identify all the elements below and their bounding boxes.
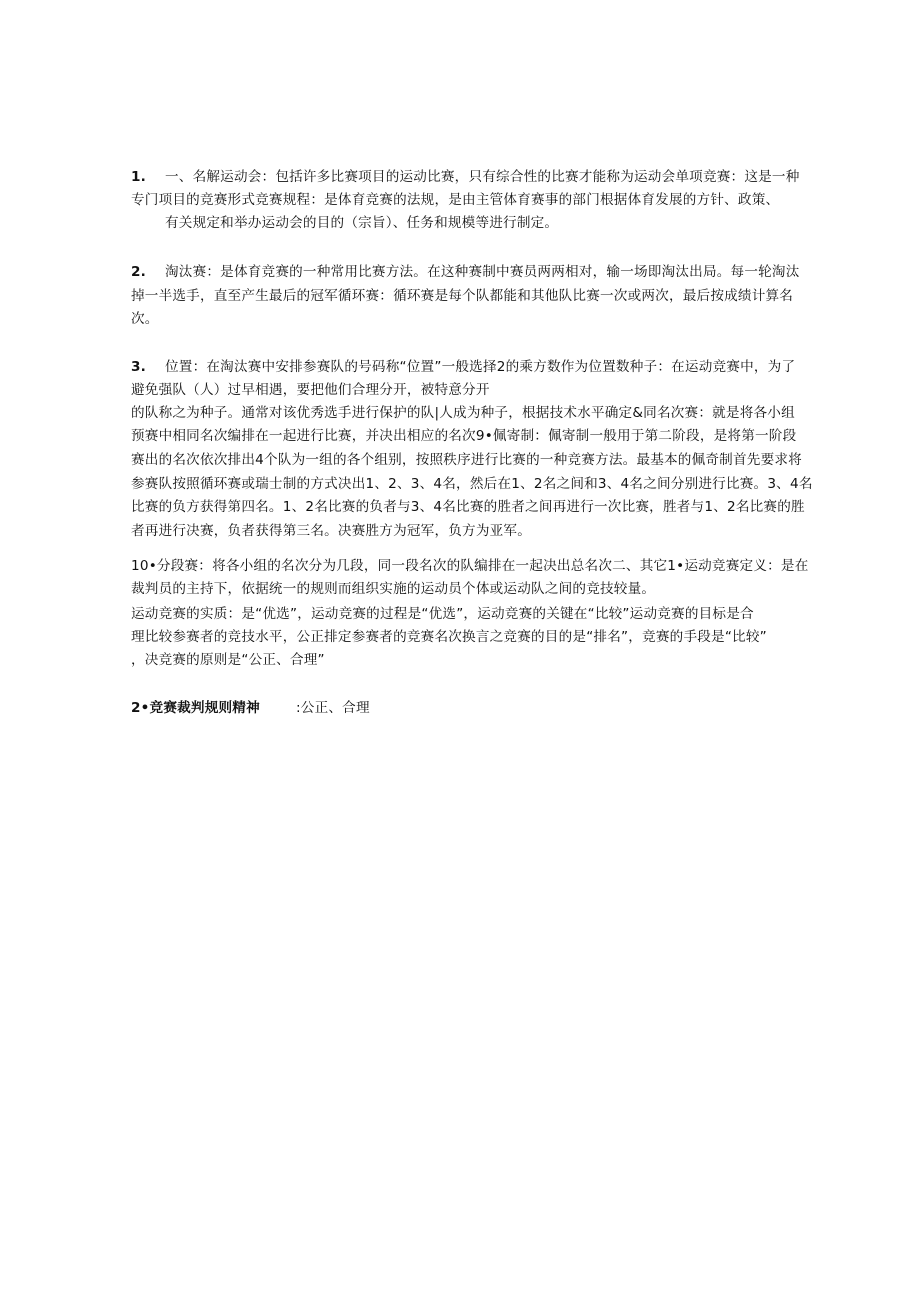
section-3-line-4: 预赛中相同名次编排在一起进行比赛，并决出相应的名次9•佩寄制：佩寄制一般用于第二阶段，是将第一阶段 (131, 428, 797, 444)
section-1-line-2: 专门项目的竞赛形式竞赛规程：是体育竞赛的法规，是由主管体育赛事的部门根据体育发展的方针、政策、 (131, 192, 780, 208)
essence-line-2: 理比较参赛者的竞技水平，公正排定参赛者的竞赛名次换言之竞赛的目的是“排名”，竞赛的手段是“比较” (131, 629, 767, 645)
section-3-line-3: 的队称之为种子。通常对该优秀选手进行保护的队|人成为种子，根据技术水平确定&同名次赛：就是将各小组 (131, 405, 795, 421)
section-10-line-1: 10•分段赛：将各小组的名次分为几段，同一段名次的队编排在一起决出总名次二、其它1•运动竞赛定义：是在 (131, 558, 809, 574)
section-3-line-6: 参赛队按照循环赛或瑞士制的方式决出1、2、3、4名，然后在1、2名之间和3、4名之间分别进行比赛。3、4名 (131, 476, 813, 492)
referee-spirit-line (131, 699, 370, 717)
section-3-line-5: 赛出的名次依次排出4个队为一组的各个组别，按照秩序进行比赛的一种竞赛方法。最基本的佩奇制首先要求将 (131, 452, 802, 468)
section-2-line-1 (131, 263, 800, 281)
section-2-line-3: 次。 (131, 311, 159, 327)
text: 淘汰赛：是体育竞赛的一种常用比赛方法。在这种赛制中赛员两两相对，输一场即淘汰出局。每一轮淘汰 (165, 264, 800, 280)
section-3-line-7: 比赛的负方获得第四名。1、2名比赛的负者与3、4名比赛的胜者之间再进行一次比赛，胜者与1、2名比赛的胜 (131, 499, 805, 515)
essence-line-1: 运动竞赛的实质：是“优选”，运动竞赛的过程是“优选”，运动竞赛的关键在“比较”运动竞赛的目标是合 (131, 606, 754, 622)
text: 位置：在淘汰赛中安排参赛队的号码称“位置”一般选择2的乘方数作为位置数种子：在运动竞赛中，为了 (165, 359, 796, 375)
referee-spirit-value: :公正、合理 (296, 700, 370, 716)
section-10-line-2: 裁判员的主持下，依据统一的规则而组织实施的运动员个体或运动队之间的竞技较量。 (131, 581, 656, 597)
section-2-line-2: 掉一半选手，直至产生最后的冠军循环赛：循环赛是每个队都能和其他队比赛一次或两次，最后按成绩计算名 (131, 288, 794, 304)
essence-line-3: ，决竞赛的原则是“公正、合理” (131, 652, 325, 668)
section-3-line-8: 者再进行决赛，负者获得第三名。决赛胜方为冠军，负方为亚军。 (131, 523, 532, 539)
referee-spirit-label: 2•竞赛裁判规则精神 (131, 700, 260, 716)
section-1-line-3: 有关规定和举办运动会的目的（宗旨）、任务和规模等进行制定。 (165, 215, 559, 231)
section-number: 1. (131, 169, 147, 185)
section-number: 3. (131, 359, 147, 375)
section-3-line-2: 避免强队（人）过早相遇，要把他们合理分开，被特意分开 (131, 382, 490, 398)
section-1-line-1 (131, 168, 800, 186)
section-number: 2. (131, 264, 147, 280)
section-3-line-1 (131, 358, 795, 376)
text: 一、名解运动会：包括许多比赛项目的运动比赛，只有综合性的比赛才能称为运动会单项竞赛：这是一种 (165, 169, 800, 185)
